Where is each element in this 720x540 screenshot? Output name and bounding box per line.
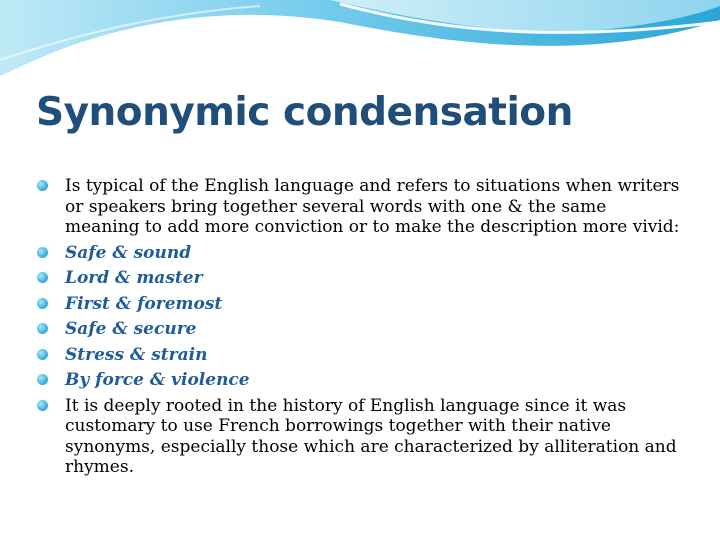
bullet-text: Stress & strain (65, 344, 208, 365)
bullet-list (36, 176, 686, 483)
blue-circle-bullet-icon (37, 374, 48, 385)
header-wave-decoration (0, 0, 720, 90)
list-item (36, 370, 686, 391)
blue-circle-bullet-icon (37, 298, 48, 309)
list-item (36, 294, 686, 315)
bullet-text: Safe & sound (65, 242, 192, 263)
blue-circle-bullet-icon (37, 400, 48, 411)
blue-circle-bullet-icon (37, 180, 48, 191)
bullet-text: By force & violence (65, 370, 250, 390)
list-item (36, 319, 686, 340)
list-item (36, 396, 686, 478)
list-item (36, 243, 686, 264)
list-item (36, 268, 686, 289)
blue-circle-bullet-icon (37, 272, 48, 283)
bullet-text: Lord & master (65, 268, 203, 288)
bullet-text: It is deeply rooted in the history of English language since it was customary to use French borrowings together with their native synonyms, especially those which are characterized by alliteration and rhymes. (65, 395, 677, 477)
list-item (36, 345, 686, 366)
blue-circle-bullet-icon (37, 323, 48, 334)
bullet-text: First & foremost (65, 293, 223, 314)
blue-circle-bullet-icon (37, 349, 48, 360)
slide-title: Synonymic condensation (36, 90, 573, 135)
bullet-text: Is typical of the English language and refers to situations when writers or speakers bring together several words with one & the same meaning to add more conviction or to make the description more vivid: (65, 176, 680, 237)
list-item (36, 176, 686, 238)
bullet-text: Safe & secure (65, 319, 197, 339)
blue-circle-bullet-icon (37, 247, 48, 258)
